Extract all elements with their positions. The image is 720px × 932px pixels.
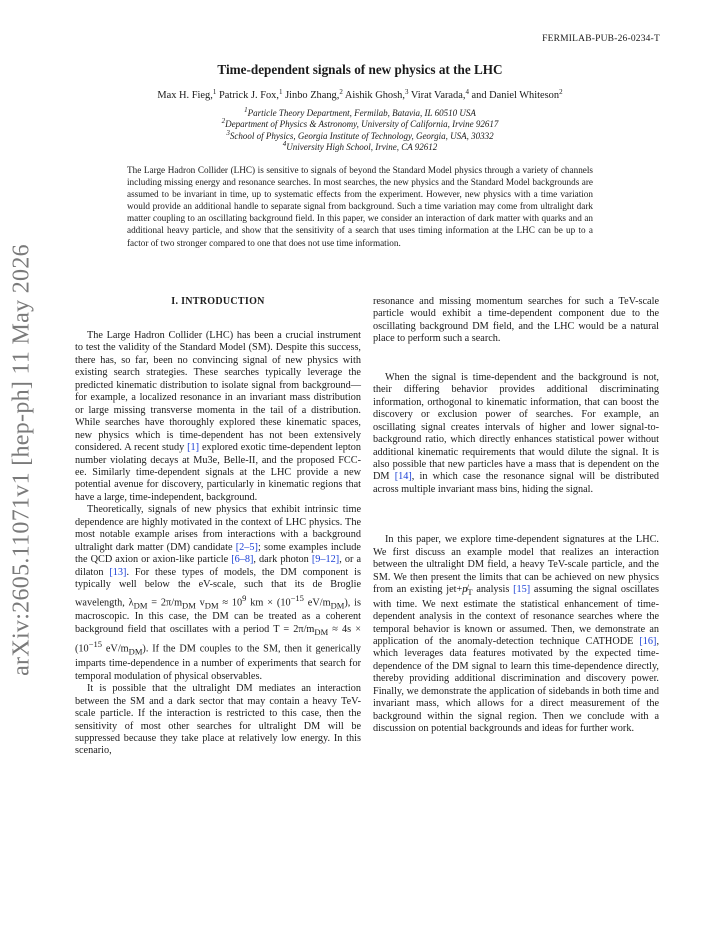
paragraph-text: eV/m bbox=[303, 596, 331, 608]
subscript: DM bbox=[204, 599, 219, 610]
affiliation-list bbox=[0, 108, 720, 153]
author-name: Max H. Fieg, bbox=[157, 90, 213, 101]
paragraph-text: analysis bbox=[472, 584, 514, 596]
citation-link[interactable]: [15] bbox=[513, 584, 531, 596]
intro-paragraph bbox=[75, 330, 361, 504]
citation-link[interactable]: [2–5] bbox=[235, 541, 258, 553]
subscript: DM bbox=[128, 646, 143, 657]
author-list bbox=[0, 90, 720, 101]
author-affiliation-mark: 4 bbox=[465, 88, 469, 96]
citation-link[interactable]: [6–8] bbox=[231, 554, 254, 566]
author-name: Patrick J. Fox, bbox=[218, 90, 279, 101]
subscript: DM bbox=[314, 626, 329, 637]
author-affiliation-mark: 2 bbox=[559, 88, 563, 96]
paragraph-text: explored exotic time-dependent lepton number violating decays at Mu3e, Belle-II, and the proposed FCC-ee. Similarly time-dependent signals at the LHC provide a new potential avenue for discovery, particularly in kinematic regions that have a large, time-independent, background. bbox=[75, 442, 361, 503]
affiliation bbox=[0, 119, 720, 130]
author-name: Jinbo Zhang, bbox=[285, 90, 340, 101]
affiliation bbox=[0, 128, 720, 142]
paragraph-text: , which leverages data features motivated by the expected time-dependence of the DM signal to learn this time-dependence directly, thereby providing additional discrimination and discovery power. Finally, we demonstrate the application of sidebands in both time and invariant mass, which allows for a direct measurement of the background within the signal region. Then we conclude with a discussion on potential backgrounds and ideas for further work. bbox=[373, 636, 659, 735]
citation-link[interactable]: [13] bbox=[109, 566, 127, 578]
abstract: The Large Hadron Collider (LHC) is sensitive to signals of beyond the Standard Model physics through a variety of channels including missing energy and resonance searches. In most searches, the new physics and the Standard Model backgrounds are assumed to be invariant in time, up to systematic effects from the experiment. However, new physics with a time variation would provide an additional handle to separate signal from background. Such a time variation may come from ultralight dark matter coupling to an oscillating background field. In this paper, we consider an interaction of dark matter with quarks and an additional heavy particle, and show that the sensitivity of a search that uses timing information at the LHC can be up to a factor of two stronger compared to one that does not use time information. bbox=[127, 165, 593, 248]
author-name: and Daniel Whiteson bbox=[471, 90, 560, 101]
paragraph-text: eV/m bbox=[102, 643, 129, 655]
paragraph-text: ; some examples include the QCD axion or axion-like particle bbox=[75, 541, 361, 566]
paragraph-text: The Large Hadron Collider (LHC) has been a crucial instrument to test the validity of the Standard Model (SM). Despite this success, there has, so far, been no convincing signal of new physics with existing search strategies. These searches typically leverage the predicted kinematic distribution to isolate signal from background— for example, a localized resonance in an invariant mass distribution or large missing transverse momenta in the tail of a distribution. While searches have thoroughly explored these kinematic spaces, new physics which is time-dependent has not been extensively considered. A recent study bbox=[75, 330, 361, 454]
paragraph-text: When the signal is time-dependent and the background is not, their differing behavior provides additional discriminating information, orthogonal to kinematic information, that can boost the discovery or exclusion power of searches. For example, an oscillating signal creates intervals of higher and lower signal-to-background ratio, which directly enhances statistical power without additional kinematic requirements that would dilute the signal. It is also possible that new particles have a mass that is dependent on the DM bbox=[373, 371, 659, 483]
math-symbol: p̸ bbox=[462, 584, 468, 596]
affiliation bbox=[0, 108, 720, 119]
paragraph-text: In this paper, we explore time-dependent signatures at the LHC. We first discuss an example model that realizes an interaction between the ultralight DM field, a heavy TeV-scale particle, and the SM. We then present the limits that can be achieved on new physics from an existing jet+ bbox=[373, 534, 659, 596]
affiliation-number: 2 bbox=[221, 117, 226, 126]
author-affiliation-mark: 1 bbox=[278, 88, 283, 96]
intro-paragraph: resonance and missing momentum searches for such a TeV-scale particle would exhibit a time-dependent component due to the oscillating background DM field, and the LHC would be a natural place to perform such a search. bbox=[373, 296, 659, 345]
paragraph-text: ≈ 10 bbox=[218, 596, 243, 608]
author-name: Aishik Ghosh, bbox=[344, 90, 405, 101]
superscript: −15 bbox=[88, 639, 103, 650]
right-column bbox=[373, 296, 659, 736]
section-heading: I. INTRODUCTION bbox=[171, 296, 265, 307]
affiliation-text: Department of Physics & Astronomy, University of California, Irvine 92617 bbox=[225, 119, 499, 130]
author-name: Virat Varada, bbox=[410, 90, 466, 101]
paper-title: Time-dependent signals of new physics at the LHC bbox=[217, 62, 503, 77]
paragraph-text: , dark photon bbox=[253, 554, 312, 566]
citation-link[interactable]: [9–12] bbox=[311, 554, 340, 566]
intro-paragraph bbox=[75, 504, 361, 683]
paragraph-text: ≈ 4s × (10 bbox=[75, 623, 361, 655]
citation-link[interactable]: [16] bbox=[639, 636, 657, 648]
subscript: T bbox=[467, 587, 473, 598]
affiliation bbox=[0, 139, 720, 153]
author-affiliation-mark: 1 bbox=[212, 88, 217, 96]
paragraph-text: , in which case the resonance signal will be distributed across multiple invariant mass bins, hiding the signal. bbox=[373, 471, 659, 495]
author-affiliation-mark: 3 bbox=[404, 88, 409, 96]
report-number: FERMILAB-PUB-26-0234-T bbox=[542, 34, 660, 44]
citation-link[interactable]: [1] bbox=[187, 442, 200, 454]
paragraph-text: , or a dilaton bbox=[75, 554, 361, 578]
paragraph-text: assuming the signal oscillates with time. We next estimate the statistical enhancement of time-dependent analysis in the context of resonance searches where the temporal behavior is known or assumed. Then, we demonstrate an application of the anomaly-detection technique CATHODE bbox=[373, 584, 659, 648]
subscript: DM bbox=[182, 599, 196, 610]
paragraph-text: km × (10 bbox=[246, 596, 291, 608]
paragraph-text: Theoretically, signals of new physics that exhibit intrinsic time dependence are highly motivated in the context of LHC physics. The most notable example arises from interactions with a background ultralight dark matter (DM) candidate bbox=[75, 504, 361, 553]
paragraph-text: v bbox=[195, 596, 205, 608]
affiliation-text: School of Physics, Georgia Institute of Technology, Georgia, USA, 30332 bbox=[229, 130, 494, 141]
arxiv-stamp-text: arXiv:2605.11071v1 [hep-ph] 11 May 2026 bbox=[8, 244, 35, 676]
left-column bbox=[75, 296, 361, 758]
paragraph-text: . For these types of models, the DM component is typically well below the eV-scale, such that its de Broglie wavelength, λ bbox=[75, 566, 361, 608]
superscript: 9 bbox=[242, 592, 247, 603]
author-affiliation-mark: 2 bbox=[339, 88, 343, 96]
affiliation-number: 3 bbox=[226, 128, 230, 137]
affiliation-number: 4 bbox=[282, 139, 287, 148]
arxiv-stamp bbox=[4, 244, 40, 676]
subscript: DM bbox=[330, 599, 345, 610]
affiliation-number: 1 bbox=[244, 106, 248, 114]
affiliation-text: Particle Theory Department, Fermilab, Batavia, IL 60510 USA bbox=[247, 108, 476, 118]
citation-link[interactable]: [14] bbox=[394, 471, 412, 483]
paragraph-text: ). If the DM couples to the SM, then it generically imparts time-dependence in a number of experiments that search for temporal modulation of physical observables. bbox=[75, 643, 361, 682]
affiliation-text: University High School, Irvine, CA 92612 bbox=[286, 141, 438, 152]
paragraph-text: = 2π/m bbox=[147, 596, 183, 608]
subscript: DM bbox=[133, 599, 148, 610]
intro-paragraph bbox=[373, 372, 659, 497]
paragraph-text: ), is macroscopic. In this case, the DM can be treated as a coherent background field that oscillates with a period T = 2π/m bbox=[75, 596, 362, 635]
intro-paragraph bbox=[373, 534, 659, 735]
intro-paragraph: It is possible that the ultralight DM mediates an interaction between the SM and a dark sector that may contain a heavy TeV-scale particle. If the interaction is restricted to this case, then the sensitivity of most other searches for ultralight DM will be suppressed because they take place at relatively low energy. In this scenario, bbox=[75, 683, 361, 757]
superscript: −15 bbox=[290, 592, 304, 603]
